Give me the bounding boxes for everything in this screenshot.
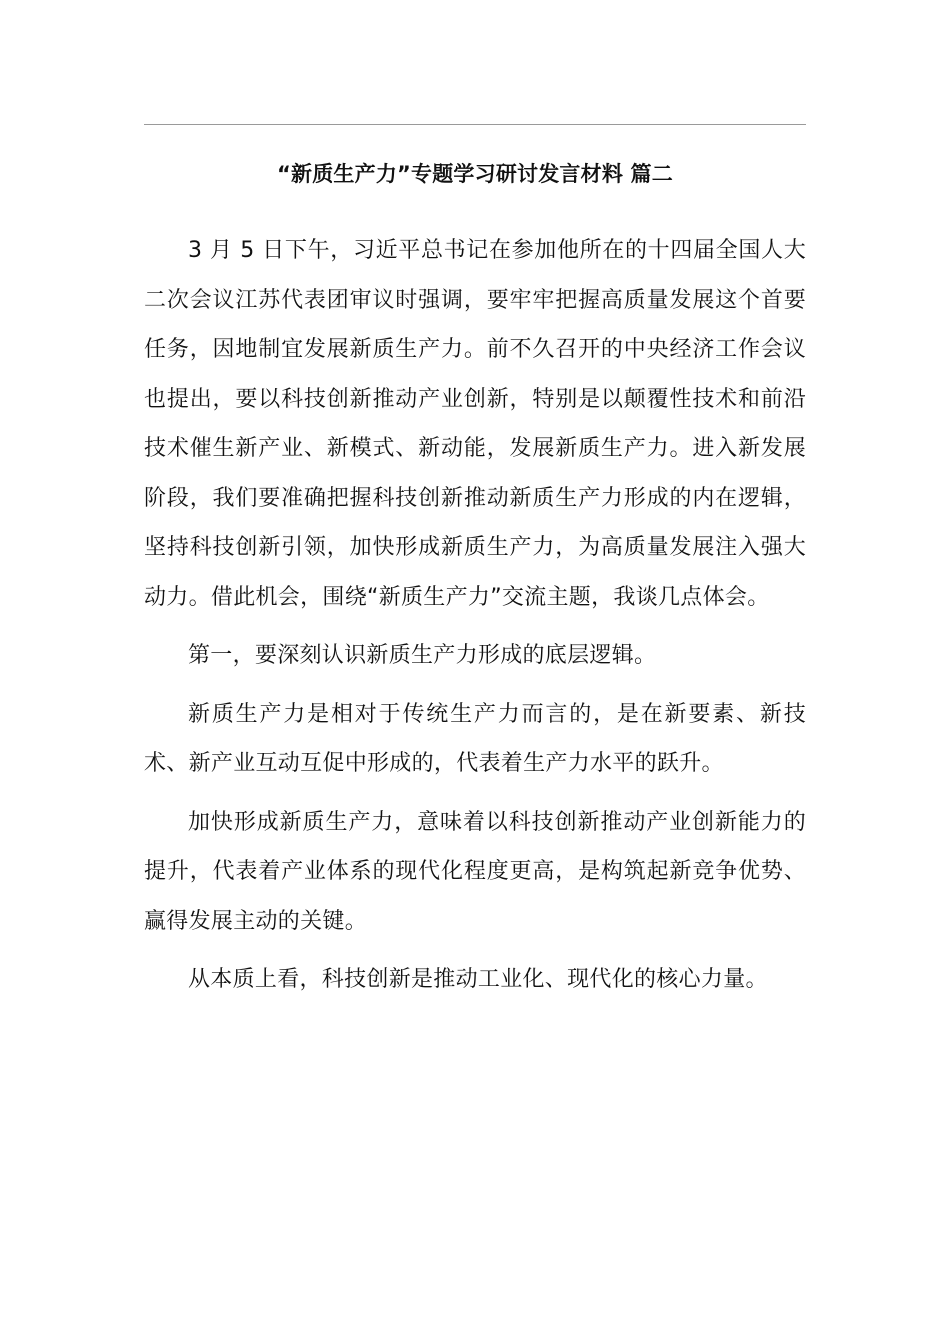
paragraph-essence: 从本质上看，科技创新是推动工业化、现代化的核心力量。 bbox=[188, 967, 768, 992]
paragraph-intro: 3 月 5 日下午，习近平总书记在参加他所在的十四届全国人大二次会议江苏代表团审议时强调，要牢牢把握高质量发展这个首要任务，因地制宜发展新质生产力。前不久召开的中央经济工作会议也提出，要以科技创新推动产业创新，特别是以颠覆性技术和前沿技术催生新产业、新模式、新动能，发展新质生产力。进入新发展阶段，我们要准确把握科技创新推动新质生产力形成的内在逻辑，坚持科技创新引领，加快形成新质生产力，为高质量发展注入强大动力。借此机会，围绕“新质生产力”交流主题，我谈几点体会。 bbox=[144, 238, 806, 610]
document-body bbox=[144, 226, 806, 1005]
paragraph-definition: 新质生产力是相对于传统生产力而言的，是在新要素、新技术、新产业互动互促中形成的，代表着生产力水平的跃升。 bbox=[144, 701, 806, 776]
paragraph-point-one: 第一，要深刻认识新质生产力形成的底层逻辑。 bbox=[188, 643, 657, 668]
paragraph-significance: 加快形成新质生产力，意味着以科技创新推动产业创新能力的提升，代表着产业体系的现代化程度更高，是构筑起新竞争优势、赢得发展主动的关键。 bbox=[144, 809, 806, 934]
header-rule bbox=[144, 124, 806, 125]
document-title: “新质生产力”专题学习研讨发言材料 篇二 bbox=[277, 162, 673, 186]
